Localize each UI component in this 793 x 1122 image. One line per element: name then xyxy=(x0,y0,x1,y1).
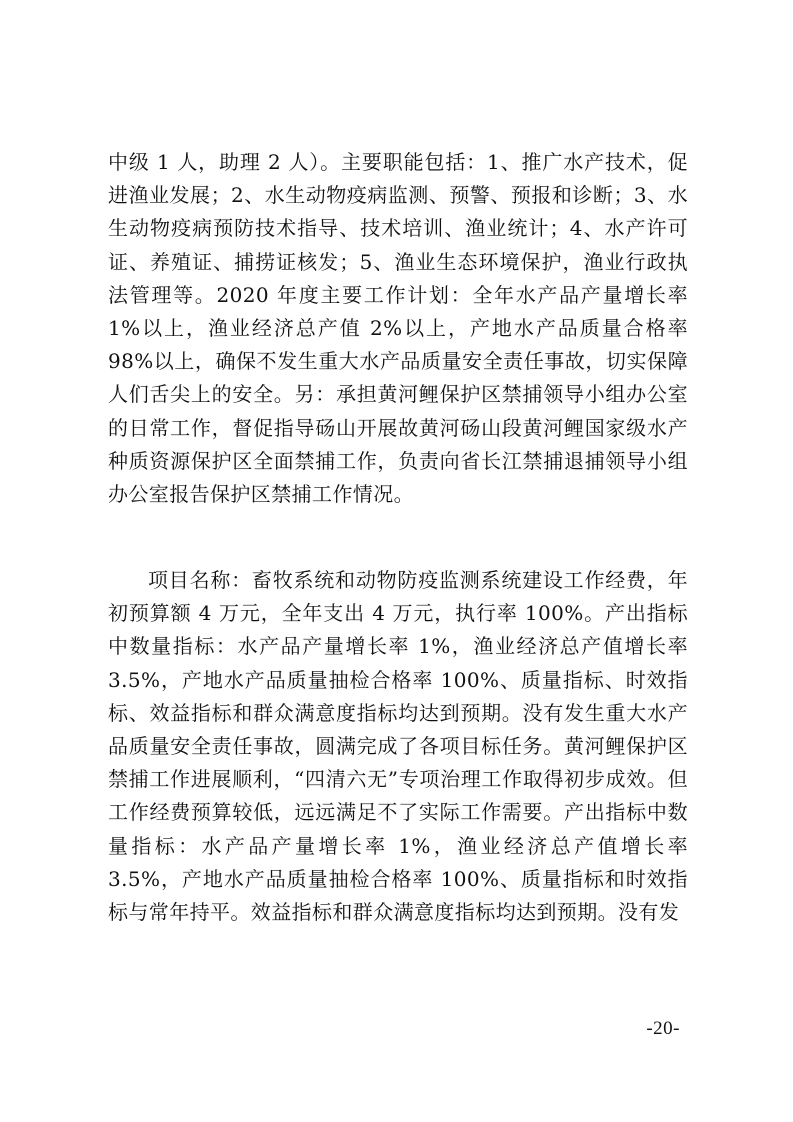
page-number: -20- xyxy=(646,1018,680,1039)
paragraph-duties-and-plan: 中级 1 人，助理 2 人）。主要职能包括：1、推广水产技术，促进渔业发展；2、水生动物疫病监测、预警、预报和诊断；3、水生动物疫病预防技术指导、技术培训、渔业统计；4、水产许可证、养殖证、捕捞证核发；5、渔业生态环境保护，渔业行政执法管理等。2020 年度主要工作计划：全年水产品产量增长率 1%以上，渔业经济总产值 2%以上，产地水产品质量合格率 98%以上，确保不发生重大水产品质量安全责任事故，切实保障人们舌尖上的安全。另：承担黄河鲤保护区禁捕领导小组办公室的日常工作，督促指导砀山开展故黄河砀山段黄河鲤国家级水产种质资源保护区全面禁捕工作，负责向省长江禁捕退捕领导小组办公室报告保护区禁捕工作情况。 xyxy=(108,150,688,507)
paragraph-project-funding: 项目名称：畜牧系统和动物防疫监测系统建设工作经费，年初预算额 4 万元，全年支出 4 万元，执行率 100%。产出指标中数量指标：水产品产量增长率 1%，渔业经济总产值增长率 3.5%，产地水产品质量抽检合格率 100%、质量指标、时效指标、效益指标和群众满意度指标均达到预期。没有发生重大水产品质量安全责任事故，圆满完成了各项目标任务。黄河鲤保护区禁捕工作进展顺利，“四清六无”专项治理工作取得初步成效。但工作经费预算较低，远远满足不了实际工作需要。产出指标中数量指标：水产品产量增长率 1%，渔业经济总产值增长率 3.5%，产地水产品质量抽检合格率 100%、质量指标和时效指标与常年持平。效益指标和群众满意度指标均达到预期。没有发 xyxy=(108,568,688,925)
